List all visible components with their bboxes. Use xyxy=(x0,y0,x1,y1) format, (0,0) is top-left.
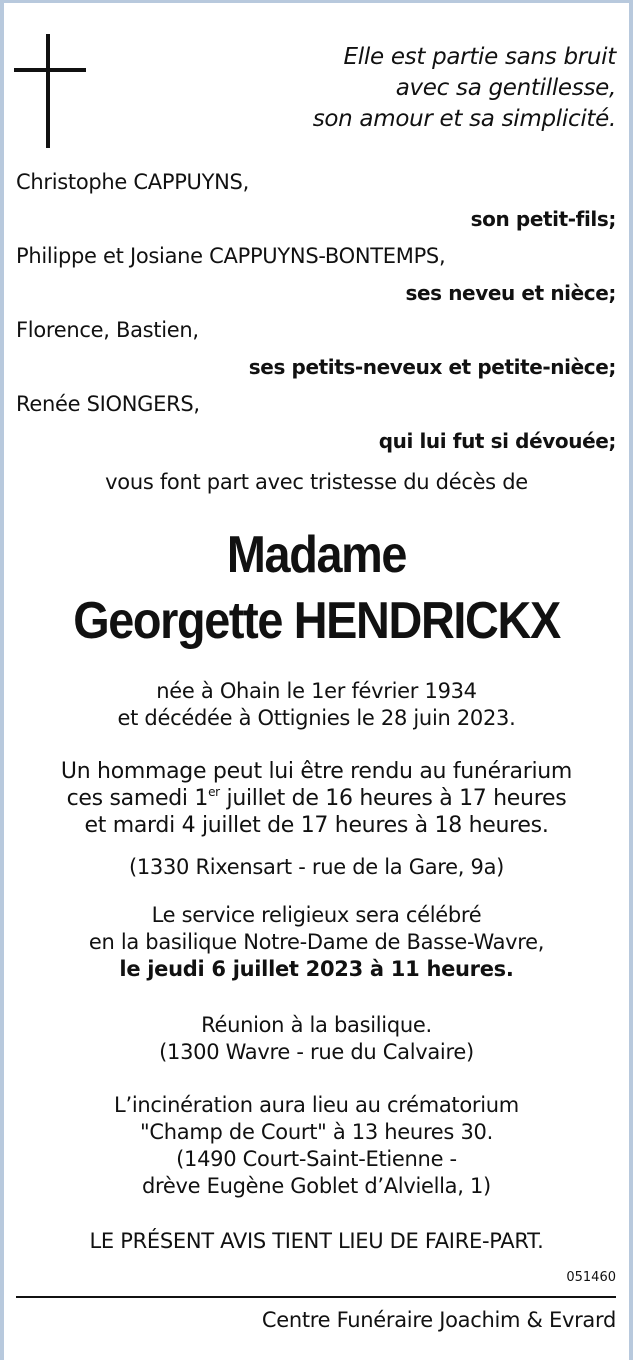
family-member-relation: ses petits-neveux et petite-nièce; xyxy=(248,355,616,379)
family-member-name: Florence, Bastien, xyxy=(16,318,199,342)
deceased-title: Madame xyxy=(226,526,407,584)
family-member-relation: qui lui fut si dévouée; xyxy=(378,429,616,453)
quote-line: Elle est partie sans bruit xyxy=(343,44,616,70)
notice-text: LE PRÉSENT AVIS TIENT LIEU DE FAIRE-PART. xyxy=(89,1229,544,1253)
cross-icon xyxy=(14,34,90,148)
family-member-name: Philippe et Josiane CAPPUYNS-BONTEMPS, xyxy=(16,244,446,268)
tribute-block xyxy=(0,758,633,839)
family-member-name: Christophe CAPPUYNS, xyxy=(16,170,249,194)
reference-number: 051460 xyxy=(566,1270,616,1285)
cremation-address: drève Eugène Goblet d’Alviella, 1) xyxy=(142,1174,491,1198)
meeting-address: (1300 Wavre - rue du Calvaire) xyxy=(159,1040,474,1064)
service-line: Le service religieux sera célébré xyxy=(151,903,482,927)
divider xyxy=(16,1296,616,1298)
deceased-name: Georgette HENDRICKX xyxy=(73,592,560,650)
service-block xyxy=(0,902,633,983)
family-member-name: Renée SIONGERS, xyxy=(16,392,200,416)
family-list xyxy=(16,164,616,460)
announcement-intro: vous font part avec tristesse du décès de xyxy=(105,470,528,494)
cremation-address: (1490 Court-Saint-Etienne - xyxy=(176,1147,457,1171)
tribute-line-part: juillet de 16 heures à 17 heures xyxy=(219,786,567,811)
deceased-name-block xyxy=(0,522,633,654)
service-line: en la basilique Notre-Dame de Basse-Wavre, xyxy=(88,930,545,954)
meeting-line: Réunion à la basilique. xyxy=(201,1013,432,1037)
tribute-line: Un hommage peut lui être rendu au funérarium xyxy=(60,759,573,784)
family-member-relation: son petit-fils; xyxy=(470,207,616,231)
quote-line: son amour et sa simplicité. xyxy=(312,106,616,132)
epitaph-quote xyxy=(313,42,616,135)
funeral-home-name: Centre Funéraire Joachim & Evrard xyxy=(261,1308,616,1332)
tribute-line xyxy=(0,785,633,812)
cremation-block xyxy=(0,1092,633,1200)
death-line: et décédée à Ottignies le 28 juin 2023. xyxy=(117,706,516,730)
quote-line: avec sa gentillesse, xyxy=(395,75,616,101)
family-member-relation: ses neveu et nièce; xyxy=(405,281,616,305)
tribute-line: et mardi 4 juillet de 17 heures à 18 heures. xyxy=(84,813,549,838)
ordinal-superscript: er xyxy=(208,785,220,799)
birth-death-block xyxy=(0,678,633,732)
funerarium-address: (1330 Rixensart - rue de la Gare, 9a) xyxy=(128,855,505,879)
birth-line: née à Ohain le 1er février 1934 xyxy=(156,679,477,703)
cremation-line: "Champ de Court" à 13 heures 30. xyxy=(140,1120,493,1144)
meeting-block xyxy=(0,1012,633,1066)
tribute-line-part: ces samedi 1 xyxy=(66,786,209,811)
service-datetime: le jeudi 6 juillet 2023 à 11 heures. xyxy=(119,957,514,981)
cremation-line: L’incinération aura lieu au crématorium xyxy=(114,1093,519,1117)
